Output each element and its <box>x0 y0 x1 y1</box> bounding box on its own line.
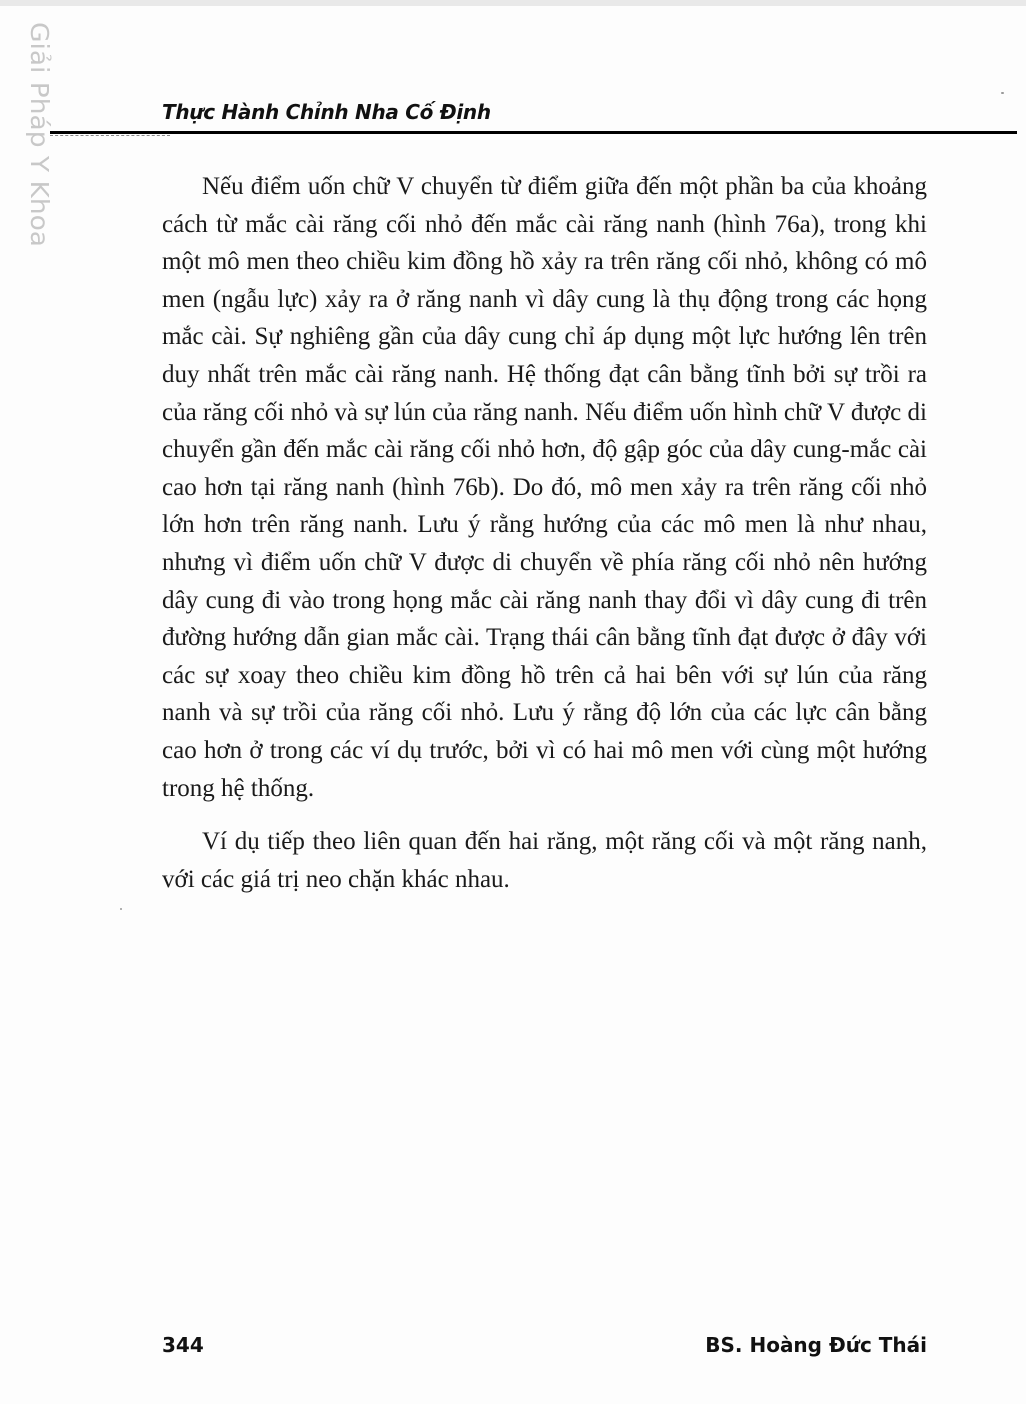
header-rule <box>50 131 1017 134</box>
paragraph-1: Nếu điểm uốn chữ V chuyển từ điểm giữa đến một phần ba của khoảng cách từ mắc cài răng cối nhỏ đến mắc cài răng nanh (hình 76a), trong khi một mô men theo chiều kim đồng hồ xảy ra trên răng cối nhỏ, không có mô men (ngẫu lực) xảy ra ở răng nanh vì dây cung là thụ động trong các họng mắc cài. Sự nghiêng gần của dây cung chỉ áp dụng một lực hướng lên trên duy nhất trên mắc cài răng nanh. Hệ thống đạt cân bằng tĩnh bởi sự trồi ra của răng cối nhỏ và sự lún của răng nanh. Nếu điểm uốn hình chữ V được di chuyển gần đến mắc cài răng cối nhỏ hơn, độ gập góc của dây cung-mắc cài cao hơn tại răng nanh (hình 76b). Do đó, mô men xảy ra trên răng cối nhỏ lớn hơn trên răng nanh. Lưu ý rằng hướng của các mô men là như nhau, nhưng vì điểm uốn chữ V được di chuyển về phía răng cối nhỏ nên hướng dây cung đi vào trong họng mắc cài răng nanh thay đổi vì dây cung đi trên đường hướng dẫn gian mắc cài. Trạng thái cân bằng tĩnh đạt được ở đây với các sự xoay theo chiều kim đồng hồ trên cả hai bên với sự lún của răng nanh và sự trồi của răng cối nhỏ. Lưu ý rằng độ lớn của các lực cân bằng cao hơn ở trong các ví dụ trước, bởi vì có hai mô men với cùng một hướng trong hệ thống. <box>162 173 927 802</box>
paragraph-2: Ví dụ tiếp theo liên quan đến hai răng, một răng cối và một răng nanh, với các giá trị neo chặn khác nhau. <box>162 828 927 893</box>
scan-speck <box>1001 92 1004 94</box>
running-header-title: Thực Hành Chỉnh Nha Cố Định <box>162 100 491 124</box>
watermark-text: Giải Pháp Y Khoa <box>25 22 54 235</box>
header-dashed-line <box>50 135 170 136</box>
scan-top-edge <box>0 0 1026 6</box>
footer-author: BS. Hoàng Đức Thái <box>705 1333 927 1357</box>
body-text <box>162 168 927 898</box>
scan-speck <box>120 908 122 910</box>
page-number: 344 <box>162 1333 204 1357</box>
watermark <box>2 22 54 252</box>
